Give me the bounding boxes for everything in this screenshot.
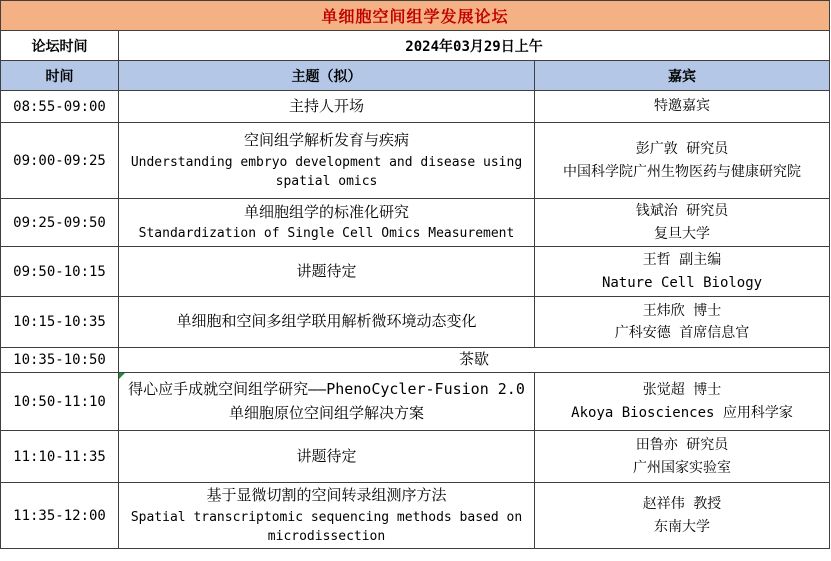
topic-cell: [119, 91, 535, 123]
guest-name: 特邀嘉宾: [654, 98, 711, 115]
guest-name: 王哲 副主编: [642, 252, 722, 269]
guest-name: 张觉超 博士: [642, 382, 722, 399]
cell-error-flag-icon: [119, 373, 125, 379]
guest-name: 王炜欣 博士: [642, 302, 722, 319]
time-cell: 10:35-10:50: [1, 348, 119, 373]
topic-en: Understanding embryo development and disease using spatial omics: [130, 154, 523, 190]
schedule-row: [1, 297, 830, 348]
schedule-row: [1, 373, 830, 431]
guest-cell: [535, 123, 830, 199]
topic-cell: [119, 123, 535, 199]
guest-cell: [535, 199, 830, 247]
topic-cn: 单细胞组学的标准化研究: [243, 203, 409, 222]
break-cell: [119, 348, 830, 373]
guest-org: 广科安德 首席信息官: [614, 325, 750, 341]
time-cell: 09:00-09:25: [1, 123, 119, 199]
guest-cell: [535, 431, 830, 483]
break-row: [1, 348, 830, 373]
time-cell: 11:10-11:35: [1, 431, 119, 483]
guest-name: 彭广敦 研究员: [635, 141, 729, 158]
guest-cell: [535, 483, 830, 549]
time-cell: 11:35-12:00: [1, 483, 119, 549]
time-cell: 09:25-09:50: [1, 199, 119, 247]
guest-cell: [535, 297, 830, 348]
forum-time-value: 2024年03月29日上午: [119, 31, 830, 61]
column-header-topic: 主题（拟）: [119, 61, 535, 91]
topic-cell: [119, 247, 535, 297]
schedule-row: [1, 199, 830, 247]
topic-cn: 基于显微切割的空间转录组测序方法: [206, 486, 447, 505]
topic-cell: [119, 483, 535, 549]
schedule-row: [1, 91, 830, 123]
guest-org: Akoya Biosciences 应用科学家: [571, 404, 793, 421]
topic-en: Standardization of Single Cell Omics Measurement: [138, 226, 515, 242]
title-row: [1, 1, 830, 31]
topic-cn: 讲题待定: [296, 261, 357, 280]
break-label: 茶歇: [459, 350, 490, 369]
time-cell: 10:50-11:10: [1, 373, 119, 431]
topic-cn-line2: 单细胞原位空间组学解决方案: [228, 403, 424, 422]
topic-cell: [119, 431, 535, 483]
guest-name: 钱斌治 研究员: [635, 203, 729, 220]
guest-org: Nature Cell Biology: [601, 274, 763, 291]
topic-cell: [119, 373, 535, 431]
schedule-row: [1, 123, 830, 199]
topic-cn: 空间组学解析发育与疾病: [243, 131, 409, 150]
column-header-row: [1, 61, 830, 91]
forum-time-row: [1, 31, 830, 61]
topic-cell: [119, 297, 535, 348]
forum-time-label: 论坛时间: [1, 31, 119, 61]
page-title: 单细胞空间组学发展论坛: [1, 1, 830, 31]
guest-org: 复旦大学: [654, 225, 711, 242]
column-header-guest: 嘉宾: [535, 61, 830, 91]
topic-cn: 得心应手成就空间组学研究——PhenoCycler-Fusion 2.0: [128, 380, 525, 399]
schedule-row: [1, 247, 830, 297]
topic-cell: [119, 199, 535, 247]
topic-cn: 讲题待定: [296, 446, 357, 465]
schedule-row: [1, 483, 830, 549]
guest-cell: [535, 91, 830, 123]
column-header-time: 时间: [1, 61, 119, 91]
topic-en: Spatial transcriptomic sequencing methods based on microdissection: [130, 509, 523, 545]
guest-name: 赵祥伟 教授: [642, 496, 722, 513]
schedule-row: [1, 431, 830, 483]
time-cell: 09:50-10:15: [1, 247, 119, 297]
time-cell: 08:55-09:00: [1, 91, 119, 123]
time-cell: 10:15-10:35: [1, 297, 119, 348]
guest-org: 中国科学院广州生物医药与健康研究院: [563, 163, 802, 180]
guest-cell: [535, 247, 830, 297]
guest-org: 广州国家实验室: [633, 459, 732, 476]
guest-cell: [535, 373, 830, 431]
topic-cn: 主持人开场: [288, 96, 364, 115]
topic-cn: 单细胞和空间多组学联用解析微环境动态变化: [176, 312, 477, 331]
guest-name: 田鲁亦 研究员: [635, 437, 729, 454]
guest-org: 东南大学: [654, 518, 711, 535]
